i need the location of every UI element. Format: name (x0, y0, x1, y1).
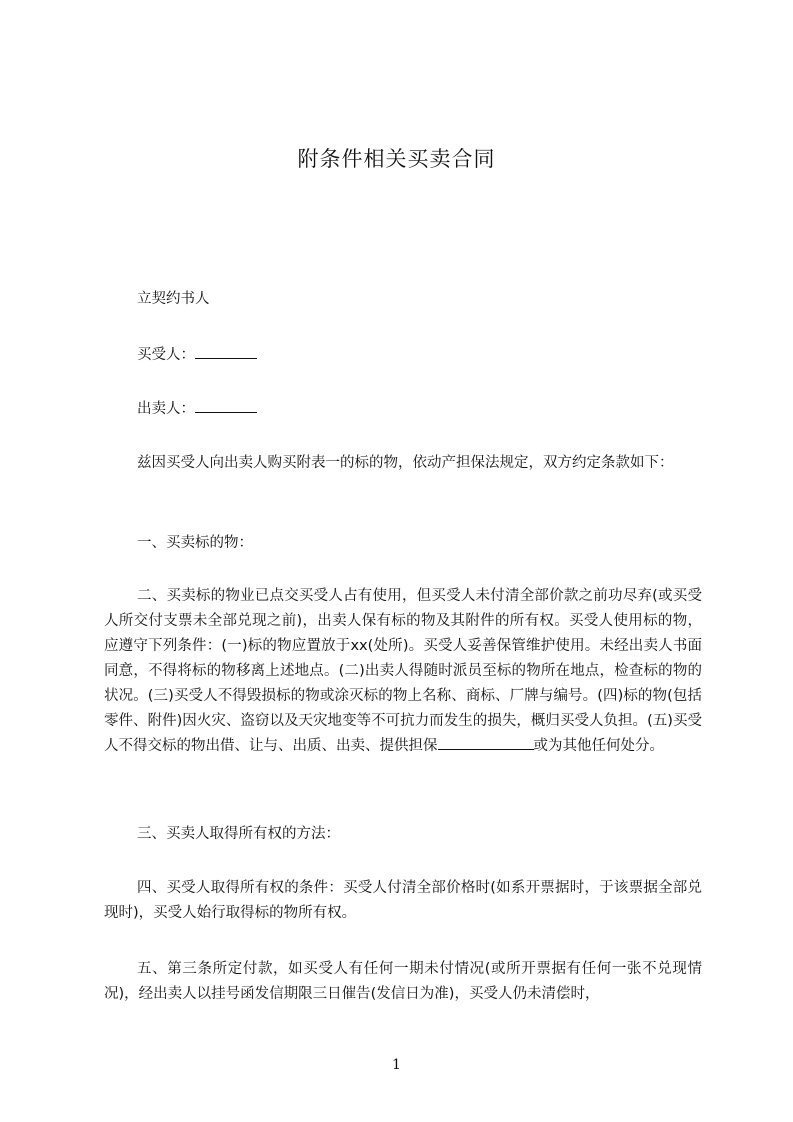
clause-2-text: 二、买卖标的物业已点交买受人占有使用，但买受人未付清全部价款之前功尽弃(或买受人所交付支票未全部兑现之前)，出卖人保有标的物及其附件的所有权。买受人使用标的物，应遵守下列条件：(一)标的物应置放于xx(处所)。买受人妥善保管维护使用。未经出卖人书面同意，不得将标的物移离上述地点。(二)出卖人得随时派员至标的物所在地点，检查标的物的状况。(三)买受人不得毁损标的物或涂灭标的物上名称、商标、厂牌与编号。(四)标的物(包括零件、附件)因火灾、盗窃以及天灾地变等不可抗力而发生的损失，概归买受人负担。(五)买受人不得交标的物出借、让与、出质、出卖、提供担保 (104, 588, 702, 754)
page-number: 1 (392, 1057, 401, 1073)
buyer-line (104, 343, 702, 368)
seller-blank (195, 398, 257, 413)
buyer-blank (195, 344, 257, 359)
party-heading: 立契约书人 (137, 291, 210, 307)
clause-3: 三、买卖人取得所有权的方法： (137, 826, 340, 842)
buyer-label: 买受人： (137, 347, 195, 363)
document-title: 附条件相关买卖合同 (297, 147, 496, 171)
clause-5: 五、第三条所定付款，如买受人有任何一期未付情况(或所开票据有任何一张不兑现情况)，经出卖人以挂号函发信期限三日催告(发信日为准)，买受人仍未清偿时， (104, 961, 702, 1002)
seller-label: 出卖人： (137, 401, 195, 417)
clause-1: 一、买卖标的物： (137, 535, 253, 551)
clause-4: 四、买受人取得所有权的条件：买受人付清全部价格时(如系开票据时，于该票据全部兑现时)，买受人始行取得标的物所有权。 (104, 880, 702, 921)
clause-2-blank (438, 735, 534, 750)
seller-line (104, 397, 702, 422)
clause-2-tail: 或为其他任何处分。 (533, 738, 664, 754)
clause-2 (104, 584, 702, 759)
preamble-paragraph: 兹因买受人向出卖人购买附表一的标的物，依动产担保法规定，双方约定条款如下： (137, 455, 674, 471)
